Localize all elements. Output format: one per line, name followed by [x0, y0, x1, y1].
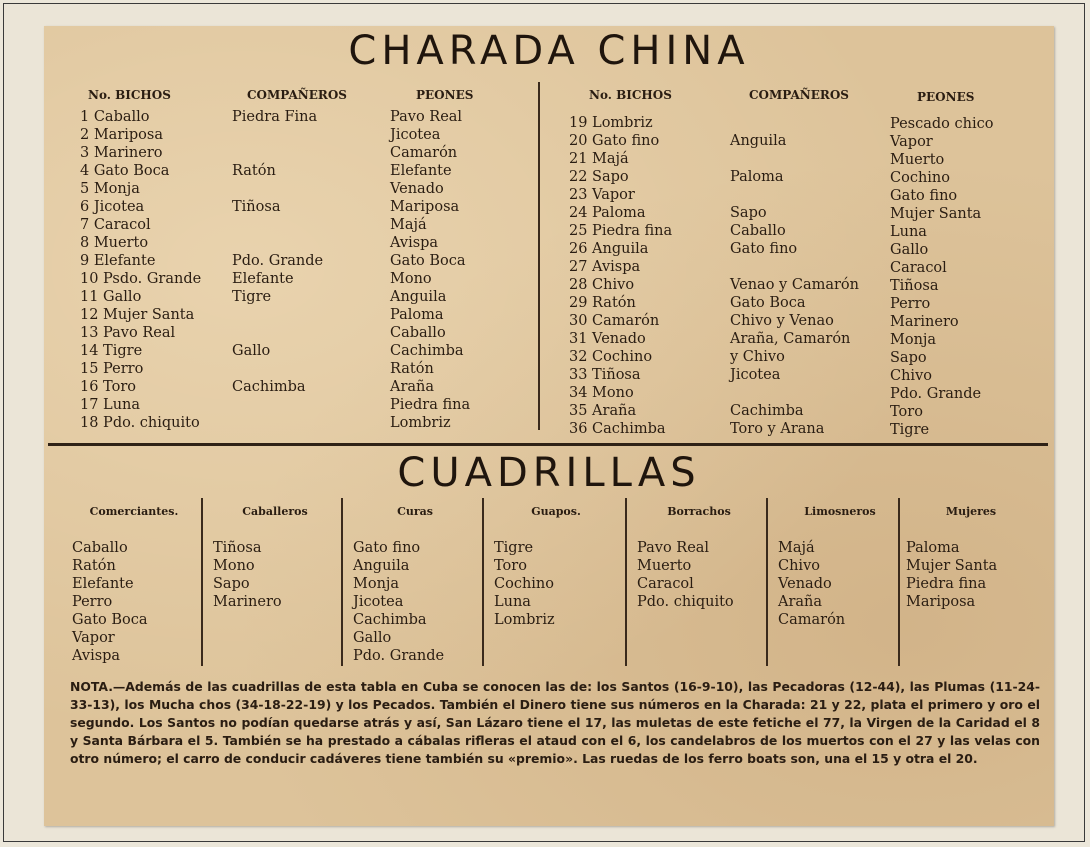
peon-entry: Mujer Santa — [890, 206, 982, 222]
bicho-entry: 5 Monja — [80, 181, 140, 197]
cuadrilla-divider — [766, 498, 768, 666]
cuadrillas-title: CUADRILLAS — [397, 450, 701, 496]
peon-entry: Gallo — [890, 242, 929, 258]
bicho-entry: 3 Marinero — [80, 145, 163, 161]
peon-entry: Gato fino — [890, 188, 958, 204]
section-divider — [48, 443, 1048, 446]
companero-entry — [730, 96, 859, 114]
companero-entry: Venao y Camarón — [730, 277, 859, 293]
bicho-entry: 7 Caracol — [80, 217, 151, 233]
cuadrilla-header: Curas — [397, 505, 433, 518]
peon-entry: Cachimba — [390, 343, 464, 359]
main-title: CHARADA CHINA — [348, 28, 750, 74]
cuadrilla-item: Toro — [494, 558, 527, 574]
companero-entry: Elefante — [232, 271, 294, 287]
cuadrilla-header: Limosneros — [804, 505, 876, 518]
cuadrilla-item: Mariposa — [906, 594, 976, 610]
cuadrilla-divider — [341, 498, 343, 666]
bicho-entry: 31 Venado — [569, 331, 646, 347]
right-bichos-column — [569, 96, 672, 438]
companero-entry: Sapo — [730, 205, 767, 221]
companero-entry — [232, 396, 323, 414]
cuadrilla-item: Cachimba — [353, 612, 427, 628]
companero-entry: Tigre — [232, 289, 272, 305]
peon-entry: Monja — [890, 332, 937, 348]
bicho-entry: 32 Cochino — [569, 349, 653, 365]
companero-entry: Cachimba — [730, 403, 804, 419]
companero-entry — [232, 144, 323, 162]
peon-entry: Elefante — [390, 163, 452, 179]
cuadrilla-item: Paloma — [906, 540, 960, 556]
peon-entry: Mariposa — [390, 199, 460, 215]
right-companeros-column — [730, 96, 859, 438]
peon-entry: Avispa — [390, 235, 439, 251]
cuadrilla-item: Gato Boca — [72, 612, 148, 628]
peon-entry: Tigre — [890, 422, 930, 438]
bicho-entry: 16 Toro — [80, 379, 136, 395]
companero-entry — [730, 186, 859, 204]
companero-entry: Jicotea — [730, 367, 781, 383]
cuadrilla-item: Perro — [72, 594, 113, 610]
companero-entry — [730, 114, 859, 132]
table-divider — [538, 82, 540, 430]
peon-entry: Muerto — [890, 152, 945, 168]
peon-entry: Luna — [890, 224, 927, 240]
cuadrilla-header: Mujeres — [945, 505, 997, 518]
companero-entry — [232, 306, 323, 324]
peon-entry: Pdo. Grande — [890, 386, 982, 402]
header-no-bichos-right: No. BICHOS — [589, 88, 672, 102]
bicho-entry: 20 Gato fino — [569, 133, 660, 149]
bicho-entry: 30 Camarón — [569, 313, 660, 329]
companero-entry — [232, 324, 323, 342]
peon-entry: Lombriz — [390, 415, 451, 431]
header-peones-right: PEONES — [917, 90, 975, 104]
nota-paragraph: NOTA.—Además de las cuadrillas de esta tabla en Cuba se conocen las de: los Santos (16-9-10), las Pecadoras (12-44), las Plumas (11-24-33-13), los Mucha chos (34-18-22-19) y los Pecados. También el Dinero tiene sus números en la Charada: 21 y 22, plata el primero y oro el segundo. Los Santos no podían quedarse atrás y así, San Lázaro tiene el 17, las muletas de este fetiche el 77, la Virgen de la Caridad el 8 y Santa Bárbara el 5. También se ha prestado a cábalas rifleras el ataud con el 6, los candelabros de los muertos con el 27 y las velas con otro número; el carro de conducir cadáveres tiene también su «premio». Las ruedas de los ferro boats son, una el 15 y otra el 20. — [70, 679, 1040, 766]
cuadrilla-column — [494, 539, 555, 629]
cuadrilla-item: Lombriz — [494, 612, 555, 628]
cuadrilla-item: Gato fino — [353, 540, 421, 556]
bicho-entry: 17 Luna — [80, 397, 141, 413]
bicho-entry: 21 Majá — [569, 151, 629, 167]
header-no-bichos-left: No. BICHOS — [88, 88, 171, 102]
cuadrilla-header: Guapos. — [531, 505, 581, 518]
newspaper-clipping — [44, 26, 1054, 826]
cuadrilla-item: Jicotea — [353, 594, 404, 610]
companero-entry: Pdo. Grande — [232, 253, 324, 269]
cuadrilla-item: Pdo. Grande — [353, 648, 445, 664]
peon-entry: Perro — [890, 296, 931, 312]
cuadrilla-column — [906, 539, 997, 611]
cuadrilla-item: Tiñosa — [213, 540, 262, 556]
cuadrilla-divider — [898, 498, 900, 666]
cuadrilla-item: Muerto — [637, 558, 692, 574]
bicho-entry: 15 Perro — [80, 361, 144, 377]
companero-entry — [232, 414, 323, 432]
bicho-entry: 26 Anguila — [569, 241, 649, 257]
cuadrilla-divider — [482, 498, 484, 666]
companero-entry: Caballo — [730, 223, 786, 239]
bicho-entry: 8 Muerto — [80, 235, 149, 251]
header-peones-left: PEONES — [416, 88, 474, 102]
left-companeros-column — [232, 108, 323, 432]
bicho-entry: 1 Caballo — [80, 109, 150, 125]
cuadrilla-item: Venado — [778, 576, 832, 592]
cuadrilla-item: Elefante — [72, 576, 134, 592]
companero-entry — [730, 384, 859, 402]
cuadrilla-item: Caracol — [637, 576, 694, 592]
companero-entry: Toro y Arana — [730, 421, 825, 437]
peon-entry: Anguila — [390, 289, 447, 305]
cuadrilla-item: Luna — [494, 594, 531, 610]
cuadrilla-header: Comerciantes. — [89, 505, 179, 518]
cuadrilla-item: Pavo Real — [637, 540, 710, 556]
cuadrilla-item: Monja — [353, 576, 400, 592]
bicho-entry: 34 Mono — [569, 385, 634, 401]
companero-entry: Cachimba — [232, 379, 306, 395]
bicho-entry: 24 Paloma — [569, 205, 646, 221]
header-companeros-right: COMPAÑEROS — [749, 88, 849, 102]
companero-entry — [232, 180, 323, 198]
companero-entry: Gato Boca — [730, 295, 806, 311]
peon-entry: Cochino — [890, 170, 950, 186]
cuadrilla-item: Majá — [778, 540, 815, 556]
bicho-entry: 13 Pavo Real — [80, 325, 176, 341]
companero-entry: Tiñosa — [232, 199, 281, 215]
cuadrilla-item: Araña — [778, 594, 823, 610]
peon-entry: Gato Boca — [390, 253, 466, 269]
peon-entry: Majá — [390, 217, 427, 233]
bicho-entry: 2 Mariposa — [80, 127, 163, 143]
bicho-entry: 4 Gato Boca — [80, 163, 170, 179]
companero-entry: Araña, Camarón — [730, 331, 851, 347]
bicho-entry: 36 Cachimba — [569, 421, 666, 437]
peon-entry: Pavo Real — [390, 109, 463, 125]
peon-entry: Ratón — [390, 361, 434, 377]
right-peones-column — [890, 115, 993, 439]
peon-entry: Piedra fina — [390, 397, 471, 413]
peon-entry: Jicotea — [390, 127, 441, 143]
cuadrilla-item: Mujer Santa — [906, 558, 998, 574]
cuadrilla-item: Tigre — [494, 540, 534, 556]
cuadrilla-item: Caballo — [72, 540, 128, 556]
bicho-entry: 27 Avispa — [569, 259, 641, 275]
cuadrilla-column — [213, 539, 282, 611]
companero-entry: Paloma — [730, 169, 784, 185]
left-bichos-column — [80, 108, 201, 432]
bicho-entry: 10 Psdo. Grande — [80, 271, 202, 287]
peon-entry: Araña — [390, 379, 435, 395]
companero-entry — [232, 234, 323, 252]
peon-entry: Tiñosa — [890, 278, 939, 294]
bicho-entry: 22 Sapo — [569, 169, 629, 185]
peon-entry: Marinero — [890, 314, 959, 330]
cuadrilla-item: Marinero — [213, 594, 282, 610]
bicho-entry: 33 Tiñosa — [569, 367, 641, 383]
bicho-entry: 6 Jicotea — [80, 199, 145, 215]
cuadrilla-item: Camarón — [778, 612, 846, 628]
cuadrilla-item: Avispa — [72, 648, 121, 664]
companero-entry: Gato fino — [730, 241, 798, 257]
cuadrilla-header: Borrachos — [667, 505, 731, 518]
bicho-entry: 25 Piedra fina — [569, 223, 673, 239]
peon-entry: Venado — [390, 181, 444, 197]
bicho-entry: 28 Chivo — [569, 277, 635, 293]
companero-entry: y Chivo — [730, 349, 785, 365]
cuadrilla-item: Vapor — [72, 630, 115, 646]
cuadrilla-item: Pdo. chiquito — [637, 594, 734, 610]
companero-entry: Ratón — [232, 163, 276, 179]
cuadrilla-divider — [201, 498, 203, 666]
cuadrilla-item: Piedra fina — [906, 576, 987, 592]
peon-entry: Caballo — [390, 325, 446, 341]
bicho-entry: 14 Tigre — [80, 343, 143, 359]
bicho-entry: 35 Araña — [569, 403, 637, 419]
peon-entry: Mono — [390, 271, 432, 287]
cuadrilla-header: Caballeros — [242, 505, 308, 518]
cuadrilla-item: Ratón — [72, 558, 116, 574]
bicho-entry: 18 Pdo. chiquito — [80, 415, 200, 431]
cuadrilla-item: Sapo — [213, 576, 250, 592]
bicho-entry: 9 Elefante — [80, 253, 156, 269]
left-peones-column — [390, 108, 470, 432]
companero-entry — [232, 126, 323, 144]
bicho-entry: 29 Ratón — [569, 295, 636, 311]
cuadrilla-divider — [625, 498, 627, 666]
cuadrilla-item: Anguila — [353, 558, 410, 574]
cuadrilla-item: Mono — [213, 558, 255, 574]
cuadrilla-column — [72, 539, 148, 665]
bicho-entry: 23 Vapor — [569, 187, 635, 203]
cuadrilla-item: Cochino — [494, 576, 554, 592]
cuadrilla-column — [637, 539, 734, 611]
bicho-entry: 19 Lombriz — [569, 115, 653, 131]
peon-entry: Vapor — [890, 134, 933, 150]
companero-entry — [232, 216, 323, 234]
companero-entry — [730, 258, 859, 276]
bicho-entry: 12 Mujer Santa — [80, 307, 195, 323]
peon-entry: Toro — [890, 404, 923, 420]
companero-entry: Anguila — [730, 133, 787, 149]
peon-entry: Paloma — [390, 307, 444, 323]
header-companeros-left: COMPAÑEROS — [247, 88, 347, 102]
peon-entry: Caracol — [890, 260, 947, 276]
companero-entry — [730, 150, 859, 168]
peon-entry: Camarón — [390, 145, 458, 161]
companero-entry: Chivo y Venao — [730, 313, 834, 329]
companero-entry: Gallo — [232, 343, 271, 359]
cuadrilla-item: Chivo — [778, 558, 820, 574]
cuadrilla-column — [778, 539, 845, 629]
cuadrilla-column — [353, 539, 444, 665]
bicho-entry: 11 Gallo — [80, 289, 142, 305]
cuadrilla-item: Gallo — [353, 630, 392, 646]
peon-entry: Chivo — [890, 368, 932, 384]
companero-entry: Piedra Fina — [232, 109, 318, 125]
bicho-entry — [569, 96, 672, 114]
peon-entry: Pescado chico — [890, 116, 994, 132]
companero-entry — [232, 360, 323, 378]
peon-entry: Sapo — [890, 350, 927, 366]
